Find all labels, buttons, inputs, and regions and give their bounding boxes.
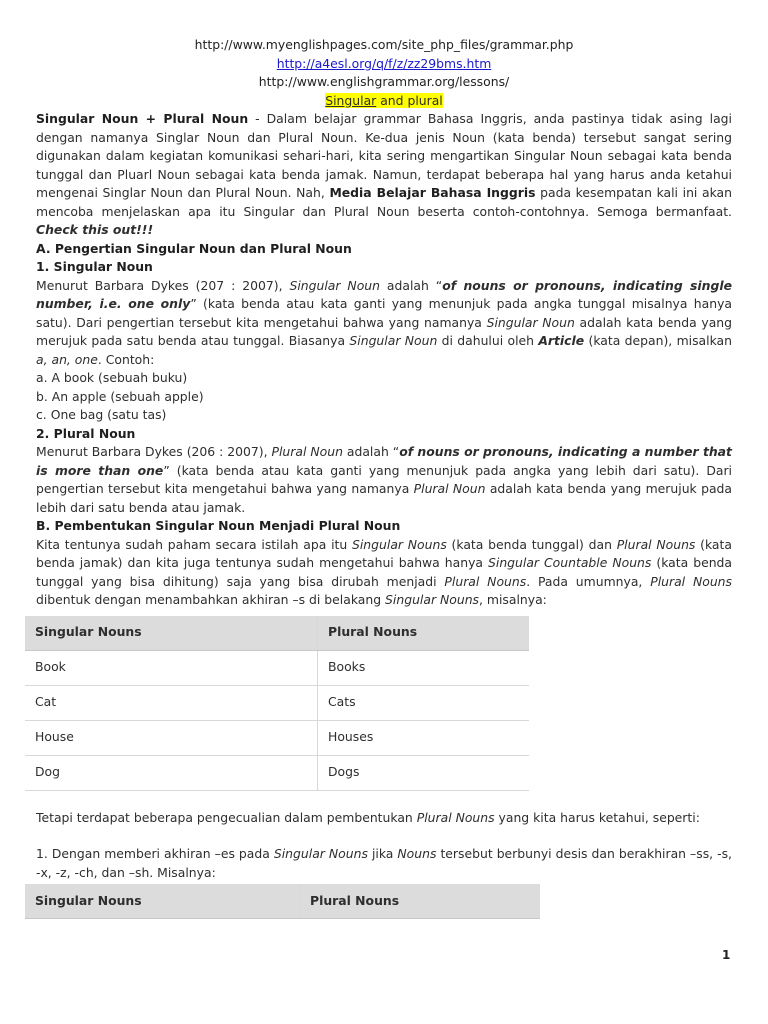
intro-paragraph: Singular Noun + Plural Noun - Dalam belajar grammar Bahasa Inggris, anda pastinya tidak asing lagi dengan namanya Singlar Noun dan Plural Noun. Ke-dua jenis Noun (kata benda) tersebut sangat sering digunakan dalam kegiatan komunikasi sehari-hari, kita sering mengartikan Singular Noun sebagai kata benda tunggal dan Pluarl Noun sebagai kata benda jamak. Namun, terdapat beberapa hal yang harus anda ketahui mengenai Singlar Noun dan Plural Noun. Nah, Media Belajar Bahasa Inggris pada kesempatan kali ini akan mencoba menjelaskan apa itu Singular dan Plural Noun beserta contoh-contohnya. Semoga bermanfaat. Check this out!!! bbox=[36, 111, 733, 237]
table-cell: Book bbox=[25, 650, 318, 685]
table-row bbox=[25, 720, 529, 755]
title-rest: and plural bbox=[376, 92, 443, 108]
table-header-row bbox=[25, 884, 540, 919]
source-link-2[interactable]: http://a4esl.org/q/f/z/zz29bms.htm bbox=[276, 55, 492, 71]
section-a-heading: A. Pengertian Singular Noun dan Plural Noun bbox=[36, 240, 352, 256]
source-url-1: http://www.myenglishpages.com/site_php_files/grammar.php bbox=[194, 37, 574, 52]
url-header bbox=[36, 36, 732, 110]
document-page bbox=[36, 36, 732, 919]
singular-noun-definition: Menurut Barbara Dykes (207 : 2007), Singular Noun adalah “of nouns or pronouns, indicating single number, i.e. one only” (kata benda atau kata ganti yang menunjuk pada angka tunggal misalnya hanya satu). Dari pengertian tersebut kita mengetahui bahwa yang namanya Singular Noun adalah kata benda yang merujuk pada satu benda atau tunggal. Biasanya Singular Noun di dahului oleh Article (kata depan), misalkan a, an, one. Contoh: bbox=[36, 277, 733, 367]
table-cell: Dog bbox=[25, 755, 318, 790]
table-cell: Houses bbox=[318, 720, 530, 755]
table-row bbox=[25, 650, 529, 685]
table-cell: House bbox=[25, 720, 318, 755]
table-header-cell: Plural Nouns bbox=[318, 616, 530, 651]
example-b: b. An apple (sebuah apple) bbox=[36, 388, 204, 404]
plural-noun-heading: 2. Plural Noun bbox=[36, 425, 136, 441]
table-cell: Cat bbox=[25, 685, 318, 720]
table-cell: Dogs bbox=[318, 755, 530, 790]
table-header-row bbox=[25, 616, 529, 651]
doc-title bbox=[36, 92, 732, 111]
source-url-3: http://www.englishgrammar.org/lessons/ bbox=[258, 74, 510, 89]
plural-es-table bbox=[25, 884, 540, 919]
section-b-heading: B. Pembentukan Singular Noun Menjadi Plural Noun bbox=[36, 518, 401, 533]
table-header-cell: Plural Nouns bbox=[300, 884, 541, 919]
table-row bbox=[25, 685, 529, 720]
table-cell: Books bbox=[318, 650, 530, 685]
example-c: c. One bag (satu tas) bbox=[36, 407, 167, 422]
title-singular: Singular bbox=[325, 92, 377, 108]
page-number: 1 bbox=[722, 948, 731, 962]
exceptions-paragraph: Tetapi terdapat beberapa pengecualian dalam pembentukan Plural Nouns yang kita harus ketahui, seperti: bbox=[36, 809, 700, 825]
singular-noun-heading: 1. Singular Noun bbox=[36, 259, 153, 274]
plural-noun-definition: Menurut Barbara Dykes (206 : 2007), Plural Noun adalah “of nouns or pronouns, indicating a number that is more than one” (kata benda atau kata ganti yang menunjuk pada angka yang lebih dari satu). Dari pengertian tersebut kita mengetahui bahwa yang namanya Plural Noun adalah kata benda yang merujuk pada lebih dari satu benda atau jamak. bbox=[36, 444, 732, 515]
table-row bbox=[25, 755, 529, 790]
example-a: a. A book (sebuah buku) bbox=[36, 370, 188, 385]
table-header-cell: Singular Nouns bbox=[25, 616, 318, 651]
plural-s-table bbox=[25, 616, 529, 791]
section-b-paragraph: Kita tentunya sudah paham secara istilah apa itu Singular Nouns (kata benda tunggal) dan Plural Nouns (kata benda jamak) dan kita juga tentunya sudah mengetahui bahwa hanya Singular Countable Nouns (kata benda tunggal yang bisa dihitung) saja yang bisa dirubah menjadi Plural Nouns. Pada umumnya, Plural Nouns dibentuk dengan menambahkan akhiran –s di belakang Singular Nouns, misalnya: bbox=[36, 536, 733, 607]
rule-1-paragraph: 1. Dengan memberi akhiran –es pada Singular Nouns jika Nouns tersebut berbunyi desis dan berakhiran –ss, -s, -x, -z, -ch, dan –sh. Misalnya: bbox=[36, 846, 732, 880]
table-cell: Cats bbox=[318, 685, 530, 720]
table-header-cell: Singular Nouns bbox=[25, 884, 300, 919]
